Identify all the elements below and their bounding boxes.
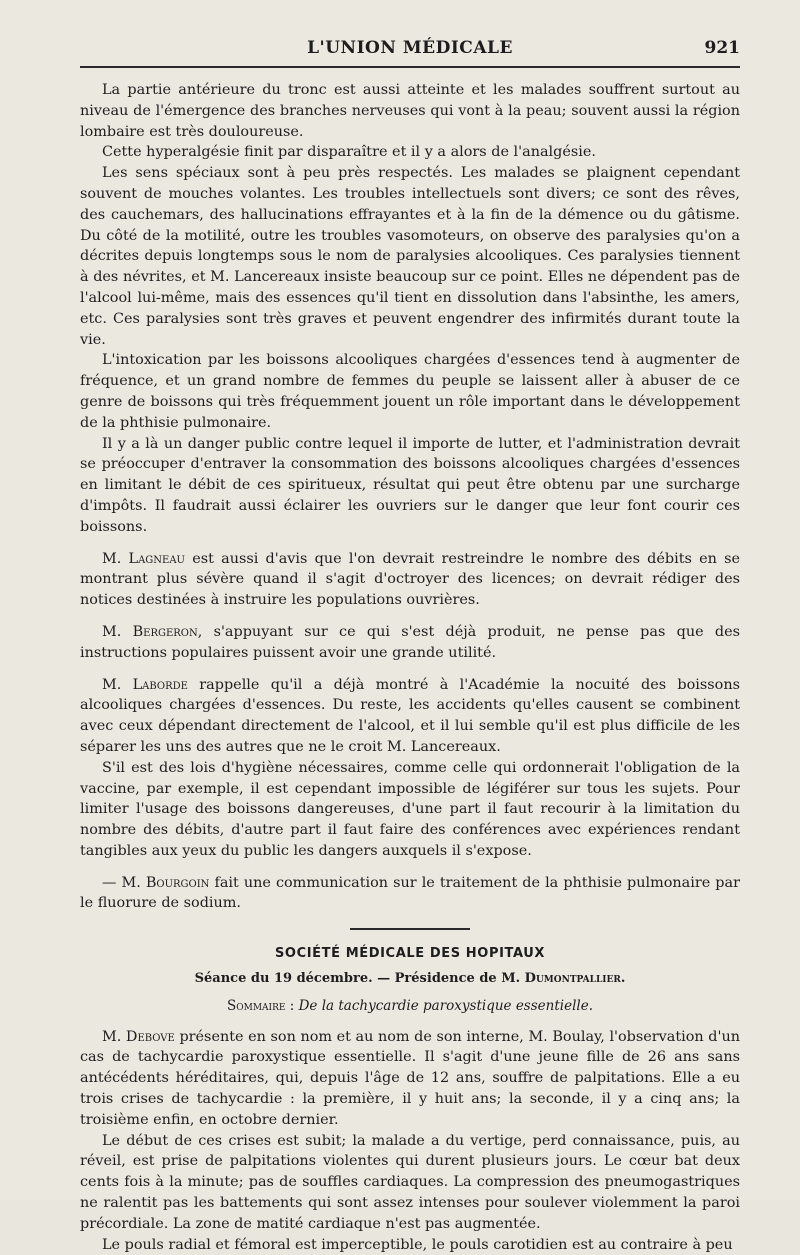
paragraph-text: est aussi d'avis que l'on devrait restreindre le nombre des débits en se montrant plus sévère quand il s'agit d'octroyer des licences; on devrait rédiger des notices destinées à instruire les populations ouvrières. bbox=[80, 550, 740, 609]
summary-separator: : bbox=[285, 997, 299, 1014]
summary-line bbox=[80, 996, 740, 1017]
speaker-name: M. Debove bbox=[102, 1028, 175, 1045]
summary-label: Sommaire bbox=[226, 997, 286, 1014]
page-number: 921 bbox=[704, 38, 740, 58]
paragraph: Les sens spéciaux sont à peu près respectés. Les malades se plaignent cependant souvent de mouches volantes. Les troubles intellectuels sont divers; ce sont des rêves, des cauchemars, des hallucinations effrayantes et à la fin de la démence ou du gâtisme. Du côté de la motilité, outre les troubles vasomoteurs, on observe des paralysies qu'on a décrites depuis longtemps sous le nom de paralysies alcooliques. Ces paralysies tiennent à des névrites, et M. Lancereaux insiste beaucoup sur ce point. Elles ne dépendent pas de l'alcool lui-même, mais des essences qu'il tient en dissolution dans l'absinthe, les amers, etc. Ces paralysies sont très graves et peuvent engendrer des infirmités durant toute la vie. bbox=[80, 165, 740, 348]
speaker-name: M. Bourgoin bbox=[121, 874, 210, 891]
running-title: L'UNION MÉDICALE bbox=[307, 38, 513, 58]
paragraph-text: fait une communication sur le traitement de la phthisie pulmonaire par le fluorure de sodium. bbox=[80, 874, 740, 912]
section-divider bbox=[350, 928, 470, 930]
paragraph-text: , s'appuyant sur ce qui s'est déjà produit, ne pense pas que des instructions populaires puissent avoir une grande utilité. bbox=[80, 623, 740, 661]
article-body bbox=[80, 80, 740, 1255]
session-suffix: . bbox=[620, 971, 626, 987]
paragraph: L'intoxication par les boissons alcooliques chargées d'essences tend à augmenter de fréquence, et un grand nombre de femmes du peuple se laissent aller à abuser de ce genre de boissons qui très fréquemment jouent un rôle important dans le développement de la phthisie pulmonaire. bbox=[80, 352, 740, 431]
paragraph: Cette hyperalgésie finit par disparaître et il y a alors de l'analgésie. bbox=[102, 144, 596, 161]
paragraph bbox=[80, 675, 740, 758]
speaker-name: M. Laborde bbox=[102, 676, 188, 693]
paragraph bbox=[80, 873, 740, 915]
paragraph: La partie antérieure du tronc est aussi atteinte et les malades souffrent surtout au niveau de l'émergence des branches nerveuses qui vont à la peau; souvent aussi la région lombaire est très douloureuse. bbox=[80, 82, 740, 140]
paragraph bbox=[80, 549, 740, 611]
paragraph: S'il est des lois d'hygiène nécessaires, comme celle qui ordonnerait l'obligation de la vaccine, par exemple, il est cependant impossible de légiférer sur tous les sujets. Pour limiter l'usage des boissons dangereuses, d'une part il faut recourir à la limitation du nombre des débits, d'autre part il faut faire des conférences avec expériences rendant tangibles aux yeux du public les dangers auxquels il s'expose. bbox=[80, 759, 740, 859]
page-header bbox=[80, 38, 740, 68]
dash-prefix: — bbox=[102, 874, 122, 891]
section-title: SOCIÉTÉ MÉDICALE DES HOPITAUX bbox=[274, 946, 546, 962]
session-line bbox=[80, 969, 740, 990]
header-rule bbox=[80, 66, 740, 68]
speaker-name: M. Lagneau bbox=[102, 550, 185, 567]
paragraph: Il y a là un danger public contre lequel il importe de lutter, et l'administration devrait se préoccuper d'entraver la consommation des boissons alcooliques chargées d'essences en limitant le débit de ces spiritueux, résultat qui peut être obtenu par une surcharge d'impôts. Il faudrait aussi éclairer les ouvriers sur le danger que leur font courir ces boissons. bbox=[80, 435, 740, 535]
paragraph: Le pouls radial et fémoral est imperceptible, le pouls carotidien est au contraire à peu bbox=[102, 1236, 733, 1253]
session-prefix: Séance du 19 décembre. — Présidence de bbox=[194, 971, 502, 987]
paragraph bbox=[80, 1027, 740, 1131]
speaker-name: M. Bergeron bbox=[102, 623, 198, 640]
summary-text: De la tachycardie paroxystique essentielle. bbox=[298, 997, 593, 1014]
president-name: M. Dumontpallier bbox=[501, 971, 621, 987]
paragraph-text: rappelle qu'il a déjà montré à l'Académie la nocuité des boissons alcooliques chargées d'essences. Du reste, les accidents qu'elles causent se combinent avec ceux dépendant directement de l'alcool, et il lui semble qu'il est plus difficile de les séparer les uns des autres que ne le croit M. Lancereaux. bbox=[80, 676, 740, 755]
paragraph: Le début de ces crises est subit; la malade a du vertige, perd connaissance, puis, au réveil, est prise de palpitations violentes qui durent plusieurs jours. Le cœur bat deux cents fois à la minute; pas de souffles cardiaques. La compression des pneumogastriques ne ralentit pas les battements qui sont assez intenses pour soulever violemment la paroi précordiale. La zone de matité cardiaque n'est pas augmentée. bbox=[80, 1132, 740, 1232]
paragraph bbox=[80, 622, 740, 664]
paragraph-text: présente en son nom et au nom de son interne, M. Boulay, l'observation d'un cas de tachycardie paroxystique essentielle. Il s'agit d'une jeune fille de 26 ans sans antécédents héréditaires, qui, depuis l'âge de 12 ans, souffre de palpitations. Elle a eu trois crises de tachycardie : la première, il y huit ans; la seconde, il y a cinq ans; la troisième enfin, en octobre dernier. bbox=[80, 1028, 740, 1128]
